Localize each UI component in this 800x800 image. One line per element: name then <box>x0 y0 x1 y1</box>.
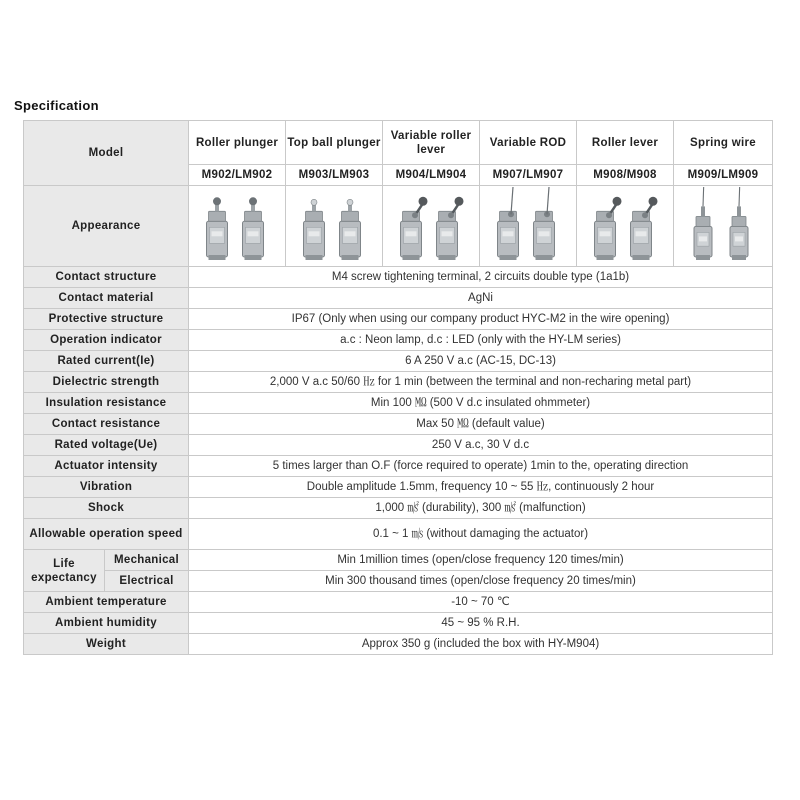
model-code: M907/LM907 <box>480 165 577 186</box>
spec-row <box>24 498 773 519</box>
model-code: M902/LM902 <box>189 165 286 186</box>
spec-row <box>24 435 773 456</box>
product-image-cell <box>480 186 577 267</box>
product-image-cell <box>189 186 286 267</box>
limit-switch-image <box>286 187 382 265</box>
spec-value: IP67 (Only when using our company product HYC-M2 in the wire opening) <box>189 309 773 330</box>
spec-label: Shock <box>24 498 189 519</box>
spec-label: Ambient humidity <box>24 613 189 634</box>
spec-value: 0.1 ~ 1 ㎧ (without damaging the actuator) <box>189 519 773 550</box>
spec-value: M4 screw tightening terminal, 2 circuits double type (1a1b) <box>189 267 773 288</box>
model-name: Variable ROD <box>480 121 577 165</box>
appearance-row <box>24 186 773 267</box>
product-image-cell <box>674 186 773 267</box>
spec-value: -10 ~ 70 ℃ <box>189 592 773 613</box>
model-label: Model <box>24 121 189 186</box>
spec-value: Approx 350 g (included the box with HY-M904) <box>189 634 773 655</box>
spec-label: Contact material <box>24 288 189 309</box>
model-name: Roller plunger <box>189 121 286 165</box>
spec-label: Rated voltage(Ue) <box>24 435 189 456</box>
model-name: Variable roller lever <box>383 121 480 165</box>
spec-label: Rated current(Ie) <box>24 351 189 372</box>
spec-row <box>24 519 773 550</box>
spec-label: Contact structure <box>24 267 189 288</box>
model-code: M903/LM903 <box>286 165 383 186</box>
model-name: Roller lever <box>577 121 674 165</box>
spec-row <box>24 634 773 655</box>
model-name-row <box>24 121 773 165</box>
limit-switch-image <box>480 187 576 265</box>
spec-value: 5 times larger than O.F (force required to operate) 1min to the, operating direction <box>189 456 773 477</box>
spec-value: Double amplitude 1.5mm, frequency 10 ~ 55 ㎐, continuously 2 hour <box>189 477 773 498</box>
mechanical-value: Min 1million times (open/close frequency 120 times/min) <box>189 550 773 571</box>
model-name: Spring wire <box>674 121 773 165</box>
spec-row <box>24 477 773 498</box>
spec-value: 2,000 V a.c 50/60 ㎐ for 1 min (between the terminal and non-recharing metal part) <box>189 372 773 393</box>
limit-switch-image <box>675 187 771 265</box>
page-title: Specification <box>14 98 99 113</box>
spec-row <box>24 267 773 288</box>
spec-label: Operation indicator <box>24 330 189 351</box>
limit-switch-image <box>189 187 285 265</box>
spec-row <box>24 613 773 634</box>
spec-label: Protective structure <box>24 309 189 330</box>
specification-table <box>23 120 773 655</box>
spec-row <box>24 393 773 414</box>
spec-row <box>24 372 773 393</box>
product-image-cell <box>577 186 674 267</box>
spec-value: Min 100 ㏁ (500 V d.c insulated ohmmeter) <box>189 393 773 414</box>
spec-label: Vibration <box>24 477 189 498</box>
spec-label: Actuator intensity <box>24 456 189 477</box>
spec-label: Weight <box>24 634 189 655</box>
spec-row <box>24 592 773 613</box>
spec-row <box>24 351 773 372</box>
spec-label: Dielectric strength <box>24 372 189 393</box>
spec-value: AgNi <box>189 288 773 309</box>
spec-value: 45 ~ 95 % R.H. <box>189 613 773 634</box>
spec-value: 6 A 250 V a.c (AC-15, DC-13) <box>189 351 773 372</box>
appearance-label: Appearance <box>24 186 189 267</box>
spec-row <box>24 414 773 435</box>
spec-label: Insulation resistance <box>24 393 189 414</box>
spec-row <box>24 330 773 351</box>
spec-value: a.c : Neon lamp, d.c : LED (only with the HY-LM series) <box>189 330 773 351</box>
model-code: M908/M908 <box>577 165 674 186</box>
model-code: M909/LM909 <box>674 165 773 186</box>
electrical-value: Min 300 thousand times (open/close frequency 20 times/min) <box>189 571 773 592</box>
limit-switch-image <box>383 187 479 265</box>
spec-label: Contact resistance <box>24 414 189 435</box>
spec-row <box>24 309 773 330</box>
spec-label: Ambient temperature <box>24 592 189 613</box>
product-image-cell <box>383 186 480 267</box>
product-image-cell <box>286 186 383 267</box>
spec-row <box>24 288 773 309</box>
electrical-label: Electrical <box>105 571 189 592</box>
mechanical-label: Mechanical <box>105 550 189 571</box>
limit-switch-image <box>577 187 673 265</box>
spec-label: Allowable operation speed <box>24 519 189 550</box>
spec-value: Max 50 ㏁ (default value) <box>189 414 773 435</box>
model-name: Top ball plunger <box>286 121 383 165</box>
life-expectancy-label: Life expectancy <box>24 550 105 592</box>
model-code: M904/LM904 <box>383 165 480 186</box>
spec-row <box>24 456 773 477</box>
life-mechanical-row <box>24 550 773 571</box>
spec-value: 250 V a.c, 30 V d.c <box>189 435 773 456</box>
life-electrical-row <box>24 571 773 592</box>
spec-value: 1,000 ㎨ (durability), 300 ㎨ (malfunction) <box>189 498 773 519</box>
